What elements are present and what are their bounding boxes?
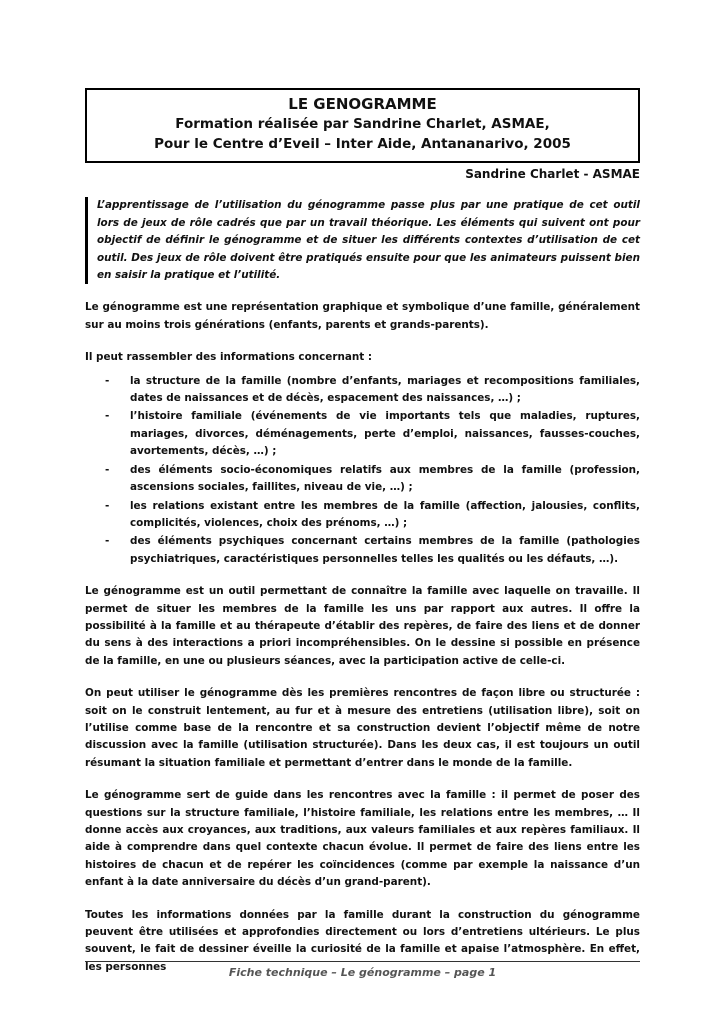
list-bullet: - <box>105 463 110 476</box>
document-title: LE GENOGRAMME <box>288 95 437 113</box>
list-item <box>105 498 640 533</box>
intro-quote-block: L’apprentissage de l’utilisation du génogramme passe plus par une pratique de cet outil lors de jeux de rôle cadrés que par un travail théorique. Les éléments qui suivent ont pour objectif de définir le génogramme et de situer les différents contextes d’utilisation de cet outil. Des jeux de rôle doivent être pratiqués ensuite pour que les animateurs puissent bien en saisir la pratique et l’utilité. <box>85 197 640 284</box>
list-bullet: - <box>105 535 110 548</box>
list-item <box>105 533 640 568</box>
list-item <box>105 462 640 497</box>
list-item <box>105 373 640 408</box>
paragraph-guide-role: Le génogramme sert de guide dans les rencontres avec la famille : il permet de poser des questions sur la structure familiale, l’histoire familiale, les relations entre les membres, … Il donne accès aux croyances, aux traditions, aux valeurs familiales et aux repères familiaux. Il aide à comprendre dans quel contexte chacun évolue. Il permet de faire des liens entre les histoires de chacun et de repérer les coïncidences (comme par exemple la naissance d’un enfant à la date anniversaire du décès d’un grand-parent). <box>85 789 640 889</box>
list-item <box>105 408 640 460</box>
paragraph-information-use: Toutes les informations données par la famille durant la construction du génogramme peuvent être utilisées et approfondies directement ou lors d’entretiens ultérieurs. Le plus souvent, le fait de dessiner éveille la curiosité de la famille et apaise l’atmosphère. En effet, les personnes <box>85 908 640 973</box>
paragraph-list-intro: Il peut rassembler des informations concernant : <box>85 351 372 364</box>
list-bullet: - <box>105 499 110 512</box>
list-item-text: les relations existant entre les membres de la famille (affection, jalousies, conflits, complicités, violences, choix des prénoms, …) ; <box>130 499 640 529</box>
list-item-text: des éléments psychiques concernant certains membres de la famille (pathologies psychiatriques, caractéristiques personnelles telles les qualités ou les défauts, …). <box>130 535 640 565</box>
list-bullet: - <box>105 410 110 423</box>
page-footer <box>85 961 640 979</box>
paragraph-usage-modes: On peut utiliser le génogramme dès les premières rencontres de façon libre ou structurée : soit on le construit lentement, au fur et à mesure des entretiens (utilisation libre), soit on l’utilise comme base de la rencontre et sa construction devient l’objectif même de notre discussion avec la famille (utilisation structurée). Dans les deux cas, il est toujours un outil résumant la situation familiale et permettant d’entrer dans le monde de la famille. <box>85 687 640 769</box>
information-list <box>85 373 640 568</box>
author-byline: Sandrine Charlet - ASMAE <box>465 167 640 181</box>
list-item-text: la structure de la famille (nombre d’enfants, mariages et recompositions familiales, dates de naissances et de décès, espacement des naissances, …) ; <box>130 374 640 405</box>
list-bullet: - <box>105 374 110 387</box>
paragraph-definition: Le génogramme est une représentation graphique et symbolique d’une famille, généralement sur au moins trois générations (enfants, parents et grands-parents). <box>85 301 640 331</box>
document-subtitle-2: Pour le Centre d’Eveil – Inter Aide, Antananarivo, 2005 <box>154 135 571 152</box>
footer-text: Fiche technique – Le génogramme – page 1 <box>228 966 497 979</box>
paragraph-tool-purpose: Le génogramme est un outil permettant de connaître la famille avec laquelle on travaille. Il permet de situer les membres de la famille les uns par rapport aux autres. Il offre la possibilité à la famille et au thérapeute d’établir des repères, de faire des liens et de donner du sens à des interactions a priori incompréhensibles. On le dessine si possible en présence de la famille, en une ou plusieurs séances, avec la participation active de celle-ci. <box>85 585 640 667</box>
title-box <box>85 88 640 163</box>
list-item-text: l’histoire familiale (événements de vie importants tels que maladies, ruptures, mariages, divorces, déménagements, perte d’emploi, naissances, fausses-couches, avortements, décès, …) ; <box>130 410 640 458</box>
list-item-text: des éléments socio-économiques relatifs aux membres de la famille (profession, ascensions sociales, faillites, niveau de vie, …) ; <box>130 463 640 494</box>
document-subtitle-1: Formation réalisée par Sandrine Charlet, ASMAE, <box>175 116 550 132</box>
